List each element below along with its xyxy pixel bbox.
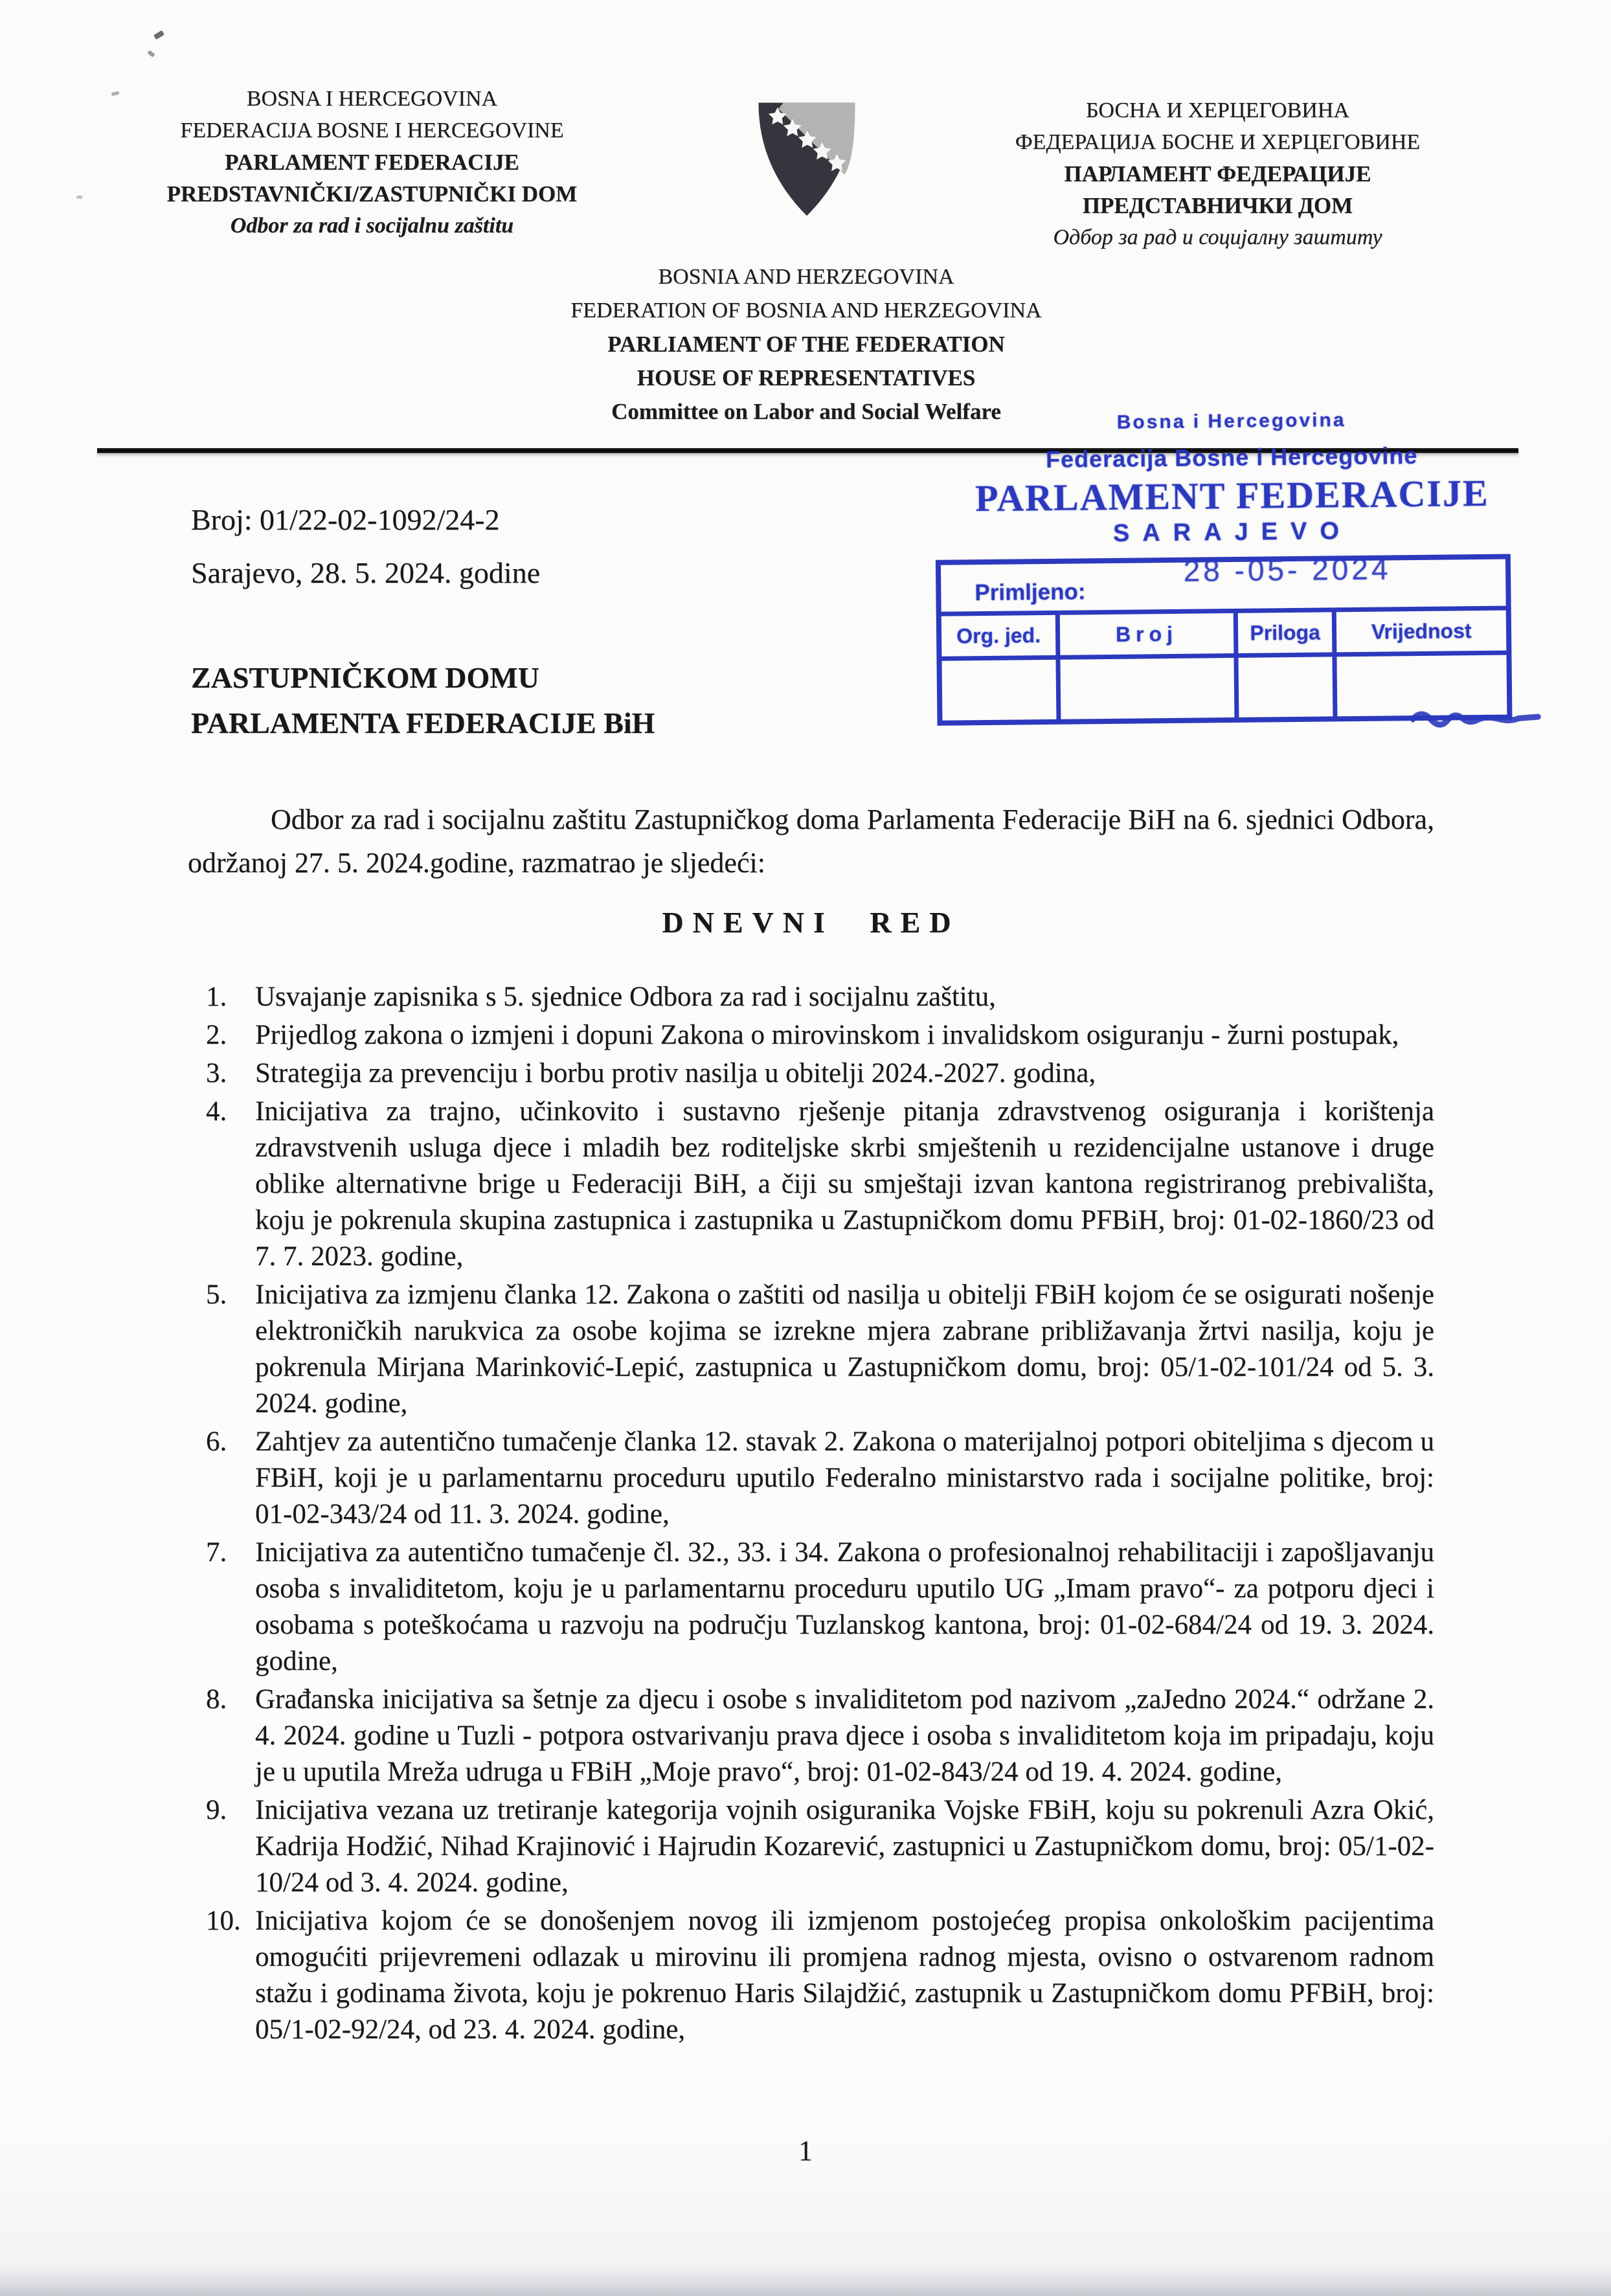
letterhead-line: PREDSTAVNIČKI/ZASTUPNIČKI DOM bbox=[166, 181, 578, 207]
addressee-line: PARLAMENTA FEDERACIJE BiH bbox=[191, 706, 655, 739]
agenda-list bbox=[188, 979, 1434, 2050]
document-meta bbox=[191, 493, 540, 600]
letterhead-line: PARLAMENT FEDERACIJE bbox=[225, 150, 519, 175]
stamp-column-header: Broj bbox=[1060, 613, 1238, 655]
received-stamp bbox=[934, 407, 1532, 726]
document-number: Broj: 01/22-02-1092/24-2 bbox=[191, 503, 500, 536]
document-place-date: Sarajevo, 28. 5. 2024. godine bbox=[191, 556, 541, 589]
letterhead-line: FEDERACIJA BOSNE I HERCEGOVINE bbox=[180, 118, 564, 142]
agenda-item: Inicijativa vezana uz tretiranje kategorija vojnih osiguranika Vojske FBiH, koju su pokrenuli Azra Okić, Kadrija Hodžić, Nihad Krajinović i Hajrudin Kozarević, zastupnici u Zastupničkom domu, broj: 05/1-02-10/24 od 3. 4. 2024. godine, bbox=[255, 1795, 1434, 1898]
addressee bbox=[191, 655, 655, 746]
letterhead-english bbox=[450, 260, 1162, 429]
letterhead-line: HOUSE OF REPRESENTATIVES bbox=[637, 365, 976, 390]
intro-paragraph: Odbor za rad i socijalnu zaštitu Zastupničkog doma Parlamenta Federacije BiH na 6. sjednici Odbora, održanoj 27. 5. 2024.godine, razmatrao je sljedeći: bbox=[188, 804, 1434, 879]
agenda-item: Inicijativa za autentično tumačenje čl. 32., 33. i 34. Zakona o profesionalnoj rehabilitaciji i zapošljavanju osoba s invaliditetom, koju je u parlamentarnu proceduru uputilo UG „Imam pravo“- za potporu djeci i osobama s poteškoćama u razvoju na području Tuzlanskog kantona, broj: 01-02-684/24 od 19. 3. 2024. godine, bbox=[255, 1537, 1434, 1676]
stamp-column-header: Vrijednost bbox=[1371, 618, 1472, 644]
stamp-received-label: Primljeno: bbox=[974, 579, 1086, 606]
page-number: 1 bbox=[798, 2135, 813, 2167]
agenda-item: Inicijativa za izmjenu članka 12. Zakona o zaštiti od nasilja u obitelji FBiH kojom će se osigurati nošenje elektroničkih narukvica za osobe kojima se izrekne mjera zabrane približavanja žrtvi nasilja, koju je pokrenula Mirjana Marinković-Lepić, zastupnica u Zastupničkom domu, broj: 05/1-02-101/24 od 5. 3. 2024. godine, bbox=[255, 1279, 1434, 1419]
scan-speck bbox=[153, 30, 164, 40]
stamp-empty-cell bbox=[1061, 658, 1239, 719]
agenda-item: Zahtjev za autentično tumačenje članka 12. stavak 2. Zakona o materijalnoj potpori obiteljima s djecom u FBiH, koji je u parlamentarnu proceduru uputilo Federalno ministarstvo rada i socijalne politike, broj: 01-02-343/24 od 11. 3. 2024. godine, bbox=[255, 1426, 1434, 1529]
letterhead-latin bbox=[79, 83, 665, 242]
stamp-line: SARAJEVO bbox=[1112, 517, 1353, 547]
agenda-item: Prijedlog zakona o izmjeni i dopuni Zakona o mirovinskom i invalidskom osiguranju - žurni postupak, bbox=[255, 1020, 1399, 1050]
letterhead-cyrillic bbox=[931, 95, 1504, 253]
agenda-item: Inicijativa za trajno, učinkovito i sustavno rješenje pitanja zdravstvenog osiguranja i korištenja zdravstvenih usluga djece i mladih bez roditeljske skrbi smještenih u rezidencijalne ustanove i druge oblike alternativne brige u Federaciji BiH, a čiji su smještaji izvan kantona registriranog prebivališta, koju je pokrenula skupina zastupnica i zastupnika u Zastupničkom domu PFBiH, broj: 01-02-1860/23 od 7. 7. 2023. godine, bbox=[255, 1096, 1434, 1272]
agenda-item: Strategija za prevenciju i borbu protiv nasilja u obitelji 2024.-2027. godina, bbox=[255, 1058, 1096, 1088]
stamp-empty-cell bbox=[1238, 657, 1338, 717]
scan-edge-artifact bbox=[0, 2265, 1611, 2296]
agenda-title: DNEVNI RED bbox=[662, 906, 960, 939]
stamp-table bbox=[936, 554, 1513, 726]
agenda-item: Usvajanje zapisnika s 5. sjednice Odbora za rad i socijalnu zaštitu, bbox=[255, 982, 996, 1012]
stamp-header-row bbox=[941, 611, 1507, 661]
stamp-empty-cell bbox=[942, 660, 1061, 721]
pen-squiggle bbox=[1411, 708, 1540, 737]
scan-speck bbox=[147, 50, 155, 58]
stamp-column-header: Org. jed. bbox=[941, 615, 1061, 657]
letterhead-line: PARLIAMENT OF THE FEDERATION bbox=[607, 332, 1005, 357]
letterhead-line: ПАРЛАМЕНТ ФЕДЕРАЦИЈЕ bbox=[1064, 161, 1371, 186]
letterhead-line: BOSNIA AND HERZEGOVINA bbox=[658, 265, 954, 289]
stamp-received-date: 28 -05- 2024 bbox=[1183, 552, 1391, 588]
letterhead-line: БОСНА И ХЕРЦЕГОВИНА bbox=[1086, 98, 1349, 122]
stamp-received-row bbox=[941, 552, 1506, 616]
stamp-column-header: Priloga bbox=[1238, 612, 1337, 653]
letterhead-line: Odbor za rad i socijalnu zaštitu bbox=[230, 214, 514, 238]
addressee-line: ZASTUPNIČKOM DOMU bbox=[191, 661, 539, 694]
letterhead-line: Одбор за рад и социјалну заштиту bbox=[1053, 225, 1382, 249]
letterhead-line: BOSNA I HERCEGOVINA bbox=[246, 87, 498, 111]
stamp-line: Federacija Bosne i Hercegovine bbox=[1045, 442, 1418, 473]
letterhead-line: Committee on Labor and Social Welfare bbox=[611, 399, 1001, 424]
letterhead-line: FEDERATION OF BOSNIA AND HERZEGOVINA bbox=[570, 298, 1042, 322]
stamp-line: PARLAMENT FEDERACIJE bbox=[974, 471, 1489, 520]
letterhead-line: ПРЕДСТАВНИЧКИ ДОМ bbox=[1082, 193, 1353, 218]
letterhead-line: ФЕДЕРАЦИЈА БОСНЕ И ХЕРЦЕГОВИНЕ bbox=[1015, 130, 1421, 154]
stamp-line: Bosna i Hercegovina bbox=[1116, 409, 1346, 433]
bih-coat-of-arms-icon bbox=[746, 95, 868, 224]
agenda-item: Inicijativa kojom će se donošenjem novog ili izmjenom postojećeg propisa onkološkim pacijentima omogućiti prijevremeni odlazak u mirovinu ili promjena radnog mjesta, ovisno o ostvarenom radnom stažu i godinama života, koju je pokrenuo Haris Silajdžić, zastupnik u Zastupničkom domu PFBiH, broj: 05/1-02-92/24, od 23. 4. 2024. godine, bbox=[255, 1906, 1434, 2045]
stamp-empty-cell bbox=[1337, 655, 1507, 717]
agenda-item: Građanska inicijativa sa šetnje za djecu i osobe s invaliditetom pod nazivom „zaJedno 2024.“ održane 2. 4. 2024. godine u Tuzli - potpora ostvarivanju prava djece i osoba s invaliditetom koja im pripadaju, koju je u uputila Mreža udruga u FBiH „Moje pravo“, broj: 01-02-843/24 od 19. 4. 2024. godine, bbox=[255, 1684, 1434, 1787]
